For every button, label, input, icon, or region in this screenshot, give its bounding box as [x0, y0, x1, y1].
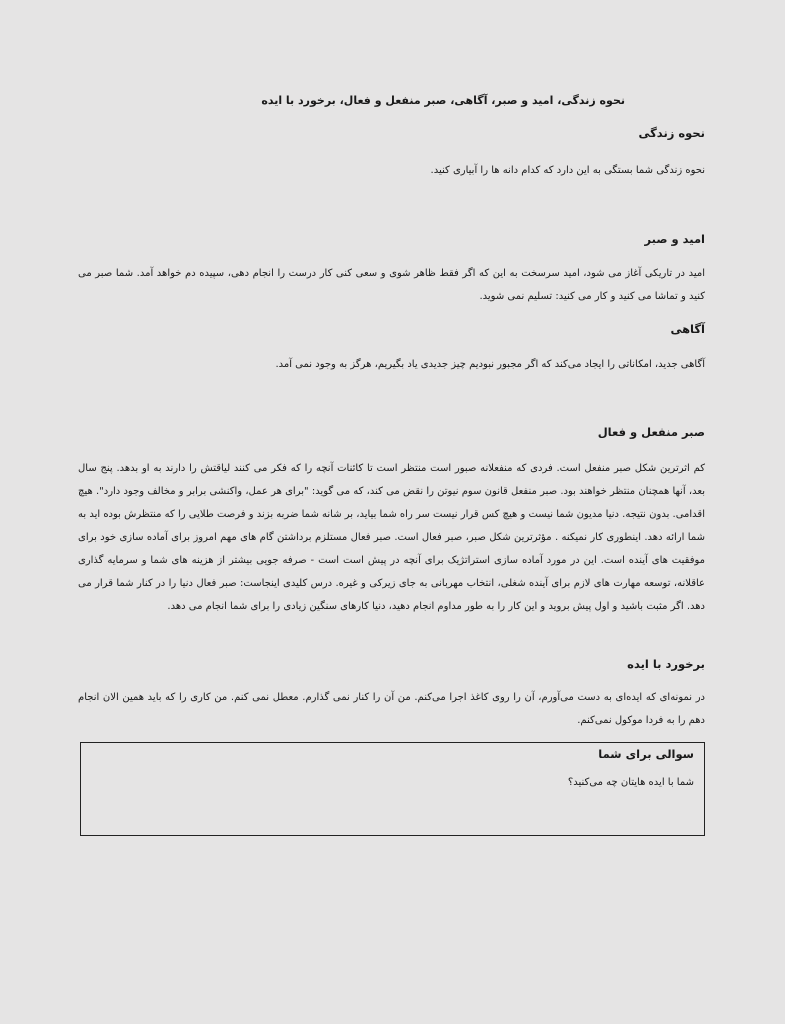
- section-heading-dealing-with-ideas: برخورد با ایده: [627, 657, 705, 671]
- section-body-passive-active-patience: کم اثرترین شکل صبر منفعل است. فردی که منفعلانه صبور است منتظر است تا کائنات آنچه را که فکر می کنند لیاقتش را دارند به او بدهد. پنج سال بعد، آنها همچنان منتظر خواهند بود. صبر منفعل قانون سوم نیوتن را نقض می کند، که می گوید: "برای هر عمل، واکنشی برابر و مخالف وجود دارد". هیچ اقدامی. بدون نتیجه. دنیا مدیون شما نیست و هیچ کس قرار نیست سر راه شما بیاید، بر شانه شما ضربه بزند و فرصت طلایی را که منتظرش بوده اید به شما ارائه دهد. اینطوری کار نمیکنه . مؤثرترین شکل صبر، صبر فعال است. صبر فعال مستلزم برداشتن گام های مهم امروز برای آماده سازی خود برای موفقیت های آینده است. این در مورد آماده سازی استراتژیک برای آنچه در پیش است است - صرفه جویی بیشتر از هزینه های شما و سرمایه گذاری عاقلانه، توسعه مهارت های لازم برای آینده شغلی، انتخاب مهربانی به جای زیرکی و غیره. درس کلیدی اینجاست: صبر فعال دنیا را در کنار شما قرار می دهد. اگر مثبت باشید و اول پیش بروید و این کار را به طور مداوم انجام دهید، دنیا کارهای سنگین زیادی را برای شما انجام می دهد.: [78, 463, 705, 612]
- section-heading-passive-active-patience: صبر منفعل و فعال: [597, 425, 705, 439]
- section-heading-hope-patience: امید و صبر: [644, 232, 705, 246]
- section-heading-lifestyle: نحوه زندگی: [638, 126, 705, 140]
- section-body-awareness: آگاهی جدید، امکاناتی را ایجاد می‌کند که اگر مجبور نبودیم چیز جدیدی یاد بگیریم، هرگز به وجود نمی آمد.: [275, 359, 705, 370]
- section-body-lifestyle: نحوه زندگی شما بستگی به این دارد که کدام دانه ها را آبیاری کنید.: [430, 165, 705, 176]
- section-heading-awareness: آگاهی: [670, 322, 705, 336]
- page-title: نحوه زندگی، امید و صبر، آگاهی، صبر منفعل و فعال، برخورد با ایده: [261, 94, 625, 107]
- question-box: [80, 742, 705, 836]
- question-text: شما با ایده هایتان چه می‌کنید؟: [567, 777, 694, 788]
- section-body-hope-patience: امید در تاریکی آغاز می شود، امید سرسخت به این که اگر فقط ظاهر شوی و سعی کنی کار درست را انجام دهی، سپیده دم خواهد آمد. شما صبر می کنید و تماشا می کنید و کار می کنید: تسلیم نمی شوید.: [78, 268, 705, 302]
- section-body-dealing-with-ideas: در نمونه‌ای که ایده‌ای به دست می‌آورم، آن را روی کاغذ اجرا می‌کنم. من آن را کنار نمی گذارم. معطل نمی کنم. من کاری را که باید همین الان انجام دهم را به فردا موکول نمی‌کنم.: [78, 692, 705, 726]
- question-box-title: سوالی برای شما: [598, 747, 694, 761]
